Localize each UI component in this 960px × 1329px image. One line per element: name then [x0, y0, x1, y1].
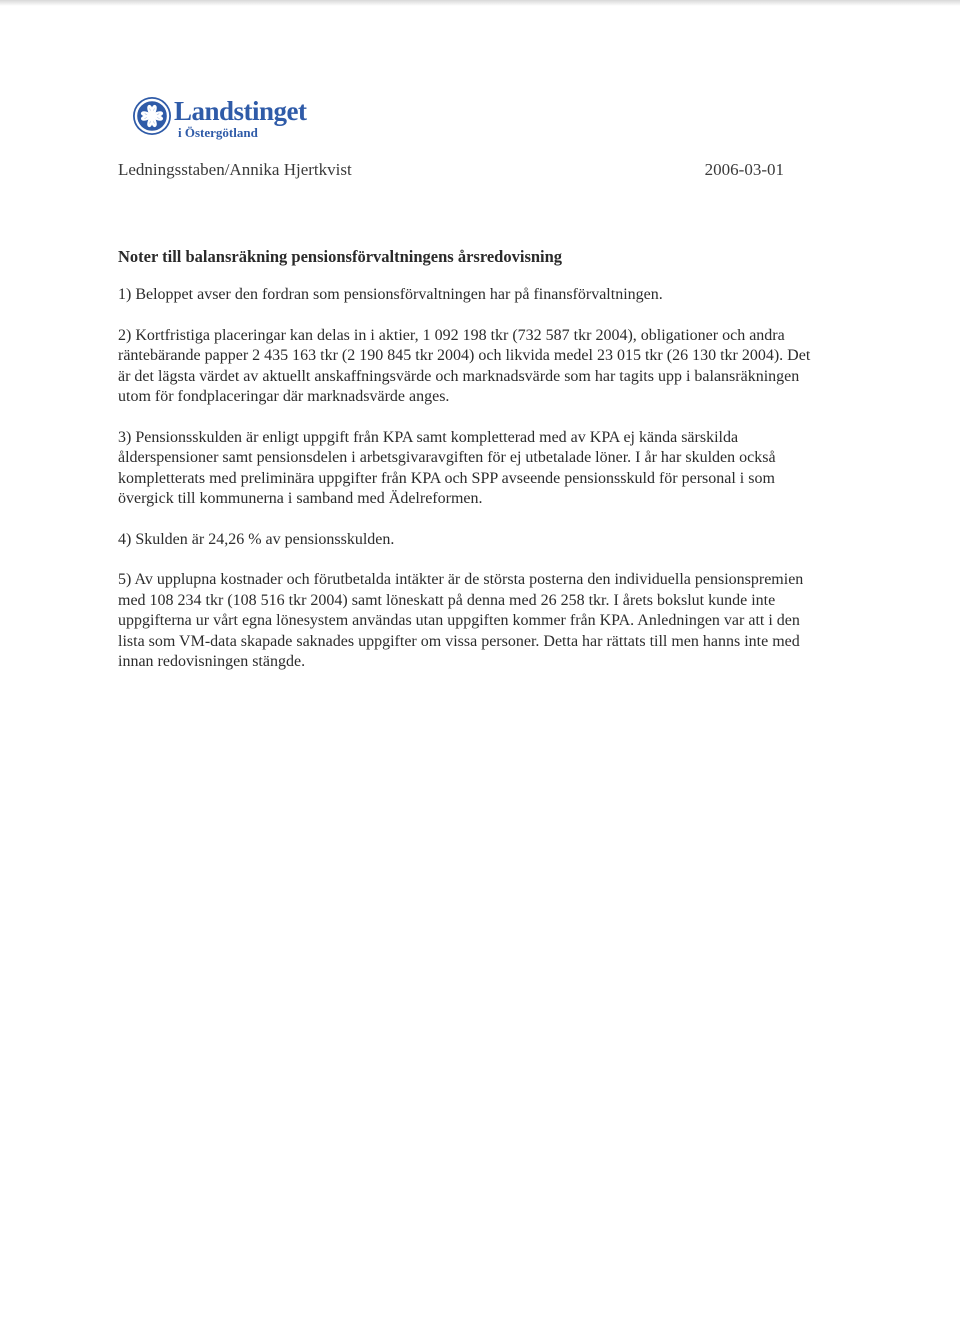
note-1: 1) Beloppet avser den fordran som pensionsförvaltningen har på finansförvaltningen. [118, 286, 663, 303]
note-4: 4) Skulden är 24,26 % av pensionsskulden. [118, 530, 395, 548]
note-2: 2) Kortfristiga placeringar kan delas in i aktier, 1 092 198 tkr (732 587 tkr 2004), obligationer och andra räntebärande papper 2 435 163 tkr (2 190 845 tkr 2004) och likvida medel 23 015 tkr (26 130 tkr 2004). Det är det lägsta värdet av aktuellt anskaffningsvärde och marknadsvärde som har tagits upp i balansräkningen utom för fondplaceringar där marknadsvärde anges. [118, 326, 811, 405]
document-date: 2006-03-01 [704, 160, 784, 179]
clover-emblem-icon [132, 96, 172, 136]
landstinget-logo [132, 96, 307, 142]
note-5: 5) Av upplupna kostnader och förutbetalda intäkter är de största posterna den individuella pensionspremien med 108 234 tkr (108 516 tkr 2004) samt löneskatt på denna med 26 258 tkr. I årets bokslut kunde inte uppgifterna ur vårt egna lönesystem användas utan uppgiften kommer från KPA. Anledningen var att i den lista som VM-data skapade saknades uppgifter om vissa personer. Detta har rättats till men hanns inte med innan redovisningen stängde. [118, 571, 804, 670]
logo-region: i Östergötland [178, 125, 258, 140]
scan-edge [0, 0, 960, 6]
note-3: 3) Pensionsskulden är enligt uppgift från KPA samt kompletterad med av KPA ej kända särskilda ålderspensioner samt pensionsdelen i arbetsgivaravgiften för ej utbetalade löner. I år har skulden också kompletterats med preliminära uppgifter från KPA och SPP avseende pensionsskuld för personal i som övergick till kommunerna i samband med Ädelreformen. [118, 428, 776, 507]
logo-name: Landstinget [174, 96, 307, 126]
document-title: Noter till balansräkning pensionsförvaltningens årsredovisning [118, 247, 563, 266]
notes-list [118, 285, 818, 693]
author-line: Ledningsstaben/Annika Hjertkvist [118, 160, 352, 179]
